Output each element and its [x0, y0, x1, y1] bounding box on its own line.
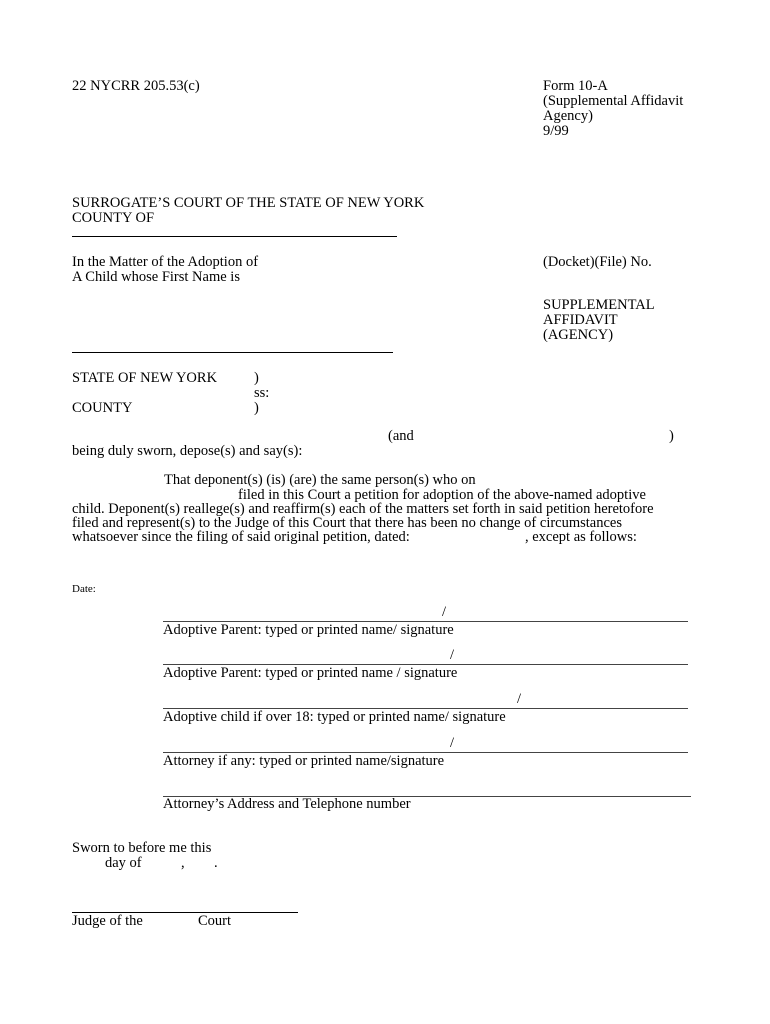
signature-separator: /	[450, 735, 455, 751]
jurat-sworn: Sworn to before me this	[72, 840, 212, 856]
county-label: COUNTY OF	[72, 210, 155, 226]
body-line1: That deponent(s) (is) (are) the same person(s) who on	[164, 472, 476, 488]
venue-paren-top: )	[254, 370, 259, 386]
deponent-sworn-text: being duly sworn, depose(s) and say(s):	[72, 443, 303, 459]
venue-ss: ss:	[254, 385, 270, 401]
signature-label-parent1: Adoptive Parent: typed or printed name/ signature	[163, 622, 454, 638]
form-revision-date: 9/99	[543, 123, 569, 139]
court-name: SURROGATE’S COURT OF THE STATE OF NEW YORK	[72, 195, 425, 211]
document-title-line3: (AGENCY)	[543, 327, 614, 343]
body-line5: whatsoever since the filing of said original petition, dated:	[72, 529, 410, 545]
judge-label: Judge of the	[72, 913, 143, 929]
caption-divider	[72, 352, 393, 353]
form-description-line2: Agency)	[543, 108, 593, 124]
form-number: Form 10-A	[543, 78, 608, 94]
document-title-line2: AFFIDAVIT	[543, 312, 618, 328]
court-label: Court	[198, 913, 232, 929]
signature-separator: /	[442, 604, 447, 620]
venue-county: COUNTY	[72, 400, 133, 416]
signature-label-child: Adoptive child if over 18: typed or printed name/ signature	[163, 709, 506, 725]
attorney-address-label: Attorney’s Address and Telephone number	[163, 796, 411, 812]
venue-state: STATE OF NEW YORK	[72, 370, 218, 386]
regulation-citation: 22 NYCRR 205.53(c)	[72, 78, 200, 94]
county-name-blank[interactable]	[72, 236, 397, 237]
jurat-period: .	[214, 855, 218, 871]
body-line3: child. Deponent(s) reallege(s) and reaffirm(s) each of the matters set forth in said petition heretofore	[72, 501, 654, 517]
jurat-day-of: day of	[105, 855, 142, 871]
signature-label-attorney: Attorney if any: typed or printed name/signature	[163, 753, 445, 769]
deponent-close-paren: )	[669, 428, 674, 444]
signature-label-parent2: Adoptive Parent: typed or printed name / signature	[163, 665, 458, 681]
date-label: Date:	[72, 583, 96, 595]
document-title-line1: SUPPLEMENTAL	[543, 297, 655, 313]
body-line4: filed and represent(s) to the Judge of this Court that there has been no change of circumstances	[72, 515, 623, 531]
venue-paren-bottom: )	[254, 400, 259, 416]
jurat-comma: ,	[181, 855, 185, 871]
deponent-and: (and	[388, 428, 414, 444]
signature-separator: /	[517, 691, 522, 707]
body-line2: filed in this Court a petition for adoption of the above-named adoptive	[238, 487, 646, 503]
matter-line2: A Child whose First Name is	[72, 269, 240, 285]
docket-number-label: (Docket)(File) No.	[543, 254, 652, 270]
form-description-line1: (Supplemental Affidavit	[543, 93, 684, 109]
signature-separator: /	[450, 647, 455, 663]
matter-line1: In the Matter of the Adoption of	[72, 254, 259, 270]
body-line5-end: , except as follows:	[525, 529, 637, 545]
